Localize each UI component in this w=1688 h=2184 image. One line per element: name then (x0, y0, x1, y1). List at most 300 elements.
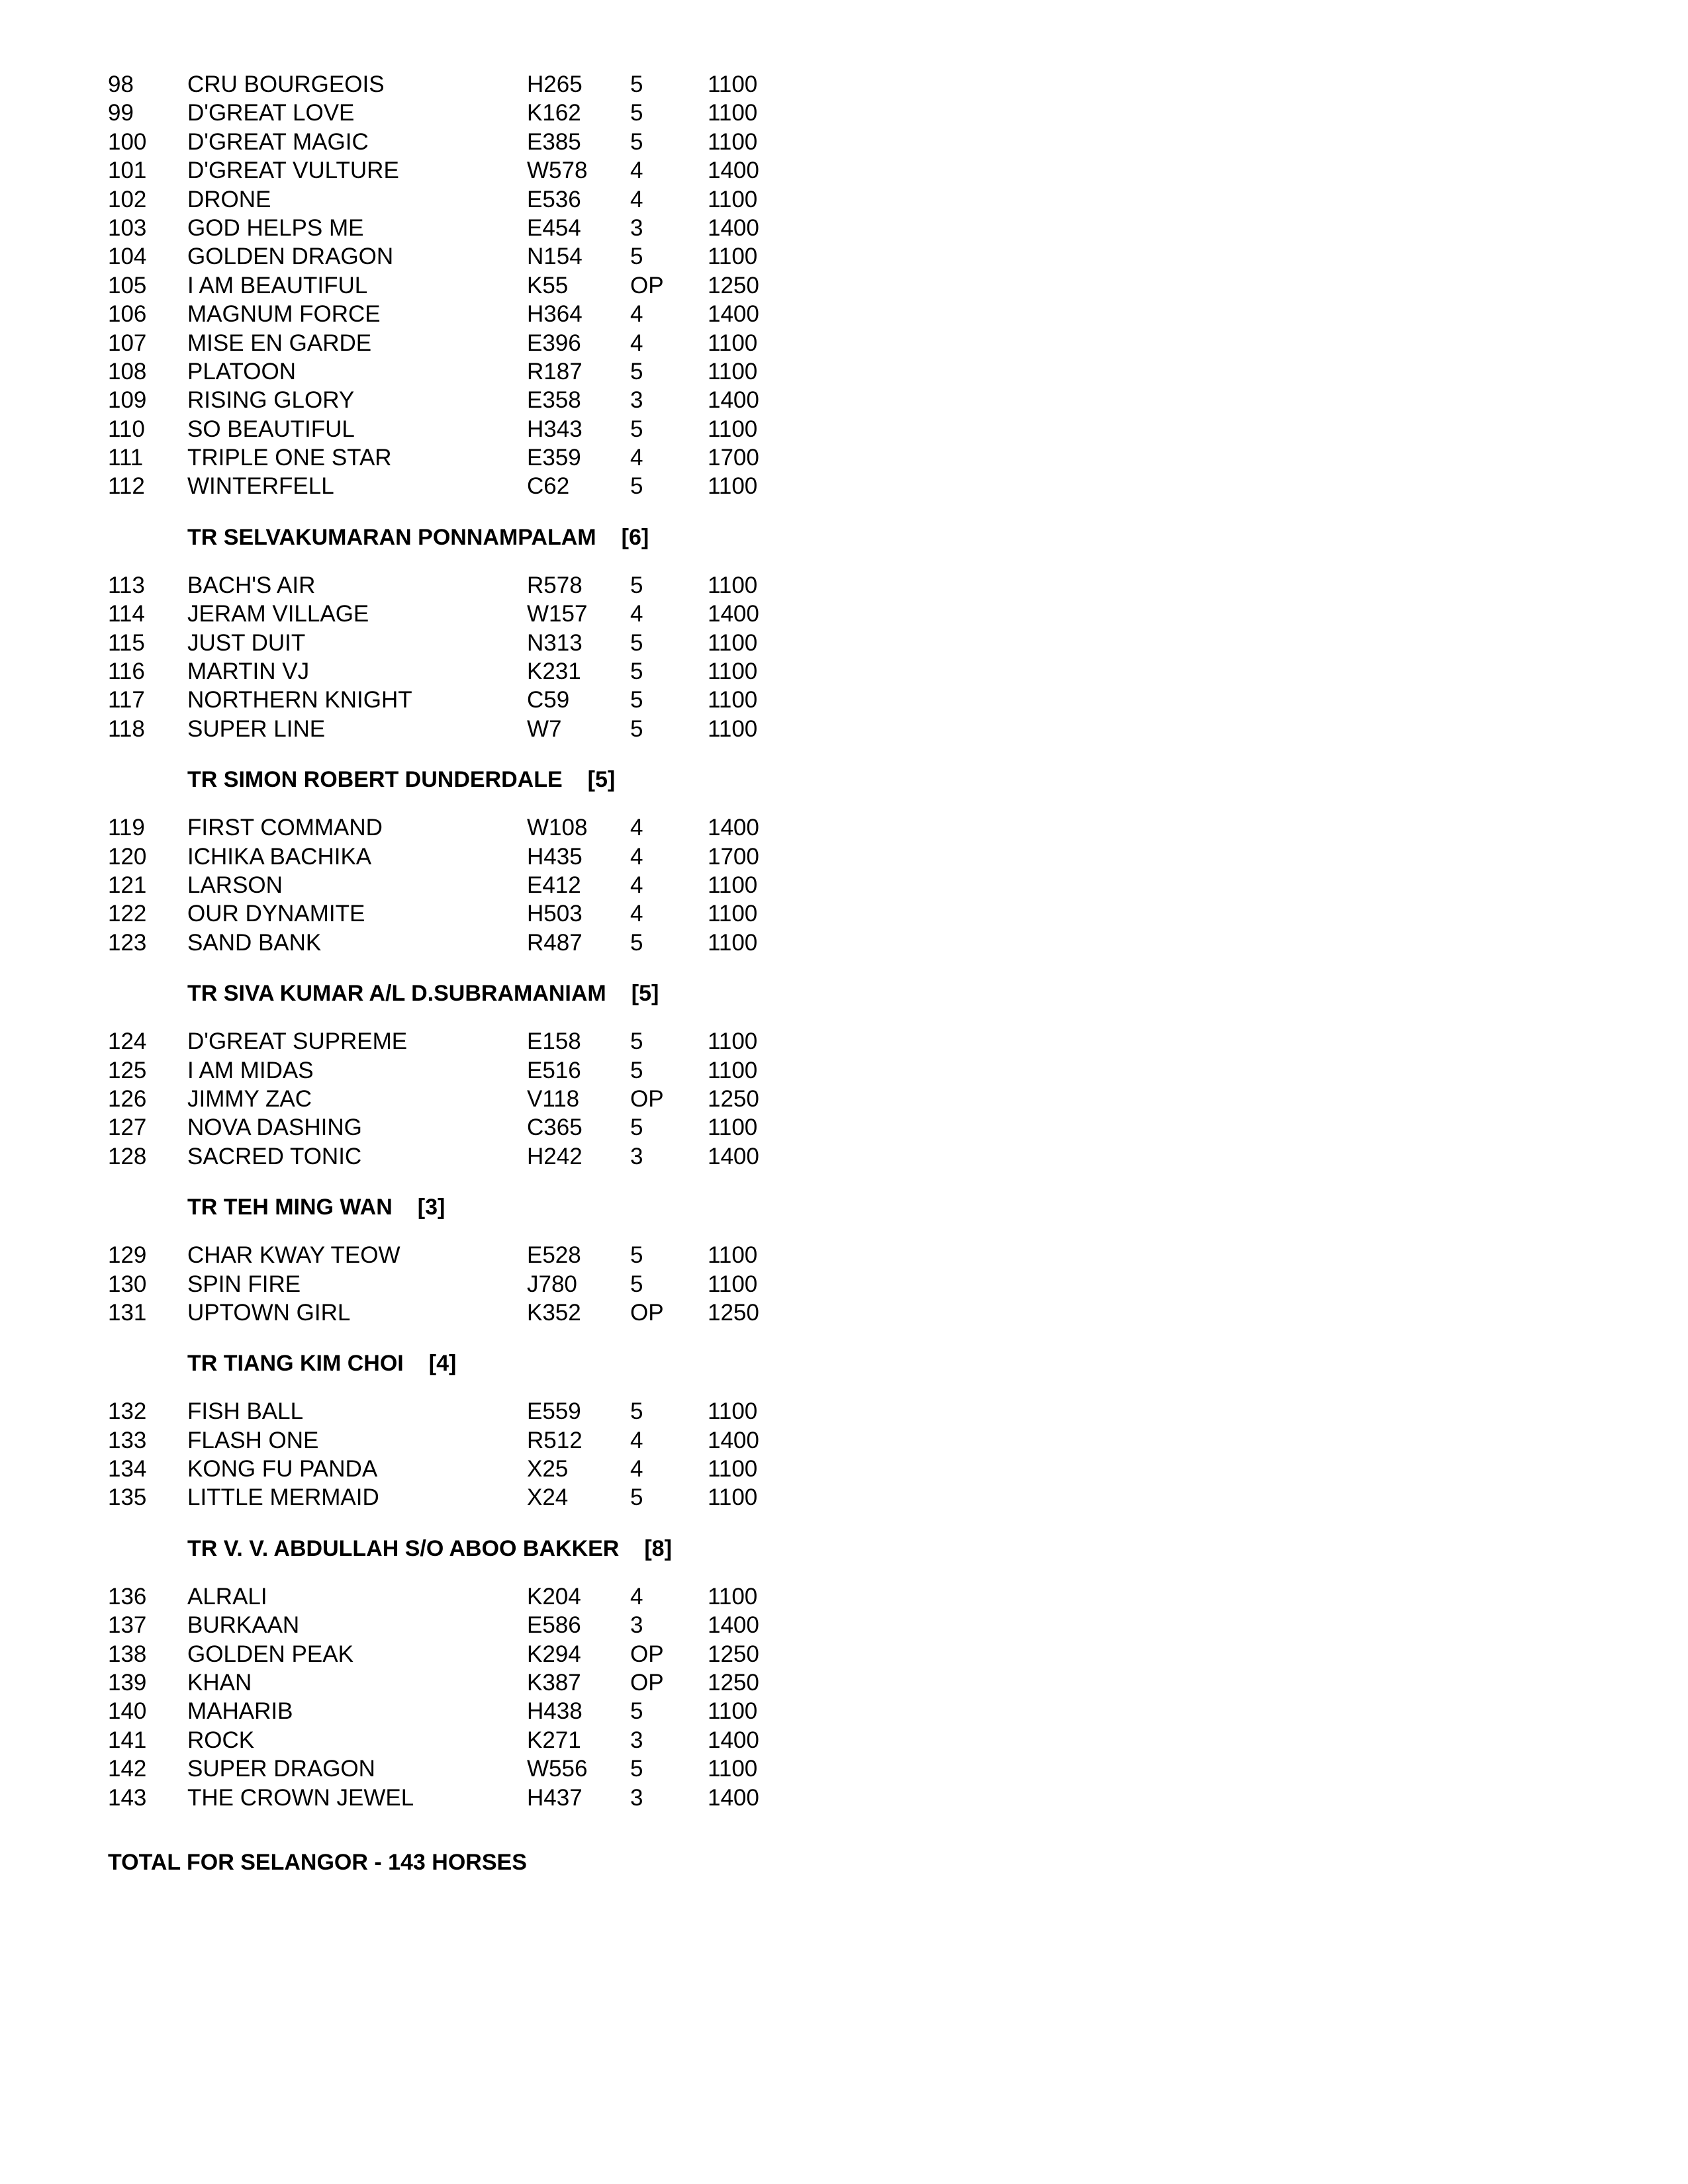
horse-distance: 1100 (708, 901, 758, 927)
horse-name: BURKAAN (187, 1612, 300, 1639)
trainer-name (187, 526, 649, 549)
horse-number: 118 (108, 715, 145, 742)
horse-class: 5 (630, 128, 643, 155)
horse-distance: 1100 (708, 872, 758, 898)
horse-number: 120 (108, 843, 147, 870)
horse-code: E454 (527, 214, 581, 241)
horse-code: K162 (527, 100, 581, 126)
horse-row (108, 657, 1564, 686)
horse-name: MARTIN VJ (187, 659, 310, 685)
horse-class: 5 (630, 1756, 643, 1782)
horse-name: ALRALI (187, 1583, 267, 1610)
horse-code: E559 (527, 1398, 581, 1425)
trainer-name (187, 1537, 672, 1560)
horse-row (108, 1754, 1564, 1783)
horse-name: SUPER LINE (187, 715, 326, 742)
horse-class: 3 (630, 214, 643, 241)
trainer-section (108, 1352, 1564, 1512)
horse-code: W578 (527, 158, 588, 184)
trainer-heading (108, 1537, 1564, 1560)
horse-class: OP (630, 272, 664, 298)
horse-name: SPIN FIRE (187, 1271, 301, 1297)
horse-row (108, 329, 1564, 357)
horse-row (108, 1085, 1564, 1113)
horse-class: 4 (630, 815, 643, 841)
horse-number: 139 (108, 1670, 147, 1696)
horse-row (108, 1426, 1564, 1455)
horse-code: C365 (527, 1115, 583, 1141)
horse-class: 5 (630, 1484, 643, 1511)
horse-name: CRU BOURGEOIS (187, 71, 385, 97)
trainer-name-text: TR TEH MING WAN (187, 1195, 393, 1220)
trainer-heading (108, 982, 1564, 1005)
trainer-name (187, 982, 659, 1005)
horse-number: 136 (108, 1583, 147, 1610)
horse-row (108, 386, 1564, 414)
horse-number: 108 (108, 358, 147, 385)
horse-class: 4 (630, 601, 643, 627)
horse-distance: 1100 (708, 687, 758, 713)
horse-row (108, 1027, 1564, 1056)
horse-number: 142 (108, 1756, 147, 1782)
horse-code: N313 (527, 629, 583, 656)
horse-class: 5 (630, 1698, 643, 1725)
horse-name: ROCK (187, 1727, 255, 1753)
trainer-horse-count: [4] (428, 1351, 457, 1377)
horse-row (108, 214, 1564, 242)
horse-distance: 1100 (708, 71, 758, 97)
horse-distance: 1100 (708, 1057, 758, 1083)
horse-number: 135 (108, 1484, 147, 1511)
horse-name: D'GREAT LOVE (187, 100, 355, 126)
trainer-section (108, 982, 1564, 1171)
horse-name: LITTLE MERMAID (187, 1484, 379, 1511)
horse-code: K387 (527, 1670, 581, 1696)
horse-row (108, 1697, 1564, 1725)
trainer-sections (108, 70, 1564, 1812)
horse-class: 4 (630, 330, 643, 356)
horse-row (108, 242, 1564, 271)
horse-code: E359 (527, 445, 581, 471)
horse-class: 5 (630, 100, 643, 126)
horse-class: 5 (630, 244, 643, 270)
horse-code: J780 (527, 1271, 577, 1297)
horse-code: K271 (527, 1727, 581, 1753)
horse-name: SACRED TONIC (187, 1143, 362, 1169)
horse-number: 115 (108, 629, 145, 656)
horse-code: H437 (527, 1784, 583, 1811)
horse-distance: 1100 (708, 1028, 758, 1055)
horse-number: 132 (108, 1398, 147, 1425)
horse-number: 137 (108, 1612, 147, 1639)
horse-class: 5 (630, 1271, 643, 1297)
horse-distance: 1700 (708, 445, 759, 471)
horse-name: UPTOWN GIRL (187, 1299, 351, 1326)
horse-code: C59 (527, 687, 570, 713)
horse-code: E528 (527, 1242, 581, 1269)
horse-row (108, 1726, 1564, 1754)
horse-code: H503 (527, 901, 583, 927)
horse-class: 4 (630, 1456, 643, 1482)
horse-class: 4 (630, 445, 643, 471)
horse-distance: 1100 (708, 1115, 758, 1141)
horse-code: H242 (527, 1143, 583, 1169)
horse-class: OP (630, 1641, 664, 1667)
trainer-section (108, 70, 1564, 501)
horse-number: 112 (108, 473, 145, 500)
horse-row (108, 472, 1564, 500)
horse-class: 3 (630, 1143, 643, 1169)
horse-number: 116 (108, 659, 145, 685)
horse-name: CHAR KWAY TEOW (187, 1242, 400, 1269)
horse-code: E358 (527, 387, 581, 414)
horse-code: K204 (527, 1583, 581, 1610)
trainer-name-text: TR V. V. ABDULLAH S/O ABOO BAKKER (187, 1535, 620, 1561)
horse-distance: 1100 (708, 1242, 758, 1269)
horse-row (108, 156, 1564, 185)
horse-code: X25 (527, 1456, 569, 1482)
horse-distance: 1250 (708, 1299, 759, 1326)
horse-class: 5 (630, 929, 643, 956)
horse-class: 5 (630, 1028, 643, 1055)
horse-number: 109 (108, 387, 147, 414)
horse-number: 107 (108, 330, 147, 356)
horse-class: 5 (630, 416, 643, 442)
horse-number: 122 (108, 901, 147, 927)
horse-number: 99 (108, 100, 134, 126)
horse-code: H438 (527, 1698, 583, 1725)
horse-row (108, 443, 1564, 472)
horse-distance: 1400 (708, 815, 759, 841)
horse-class: 5 (630, 629, 643, 656)
horse-row (108, 813, 1564, 842)
horse-number: 100 (108, 128, 147, 155)
horse-number: 114 (108, 601, 145, 627)
horse-row (108, 600, 1564, 628)
horse-code: W556 (527, 1756, 588, 1782)
horse-name: DRONE (187, 186, 271, 212)
horse-code: E396 (527, 330, 581, 356)
horse-distance: 1100 (708, 1583, 758, 1610)
horse-distance: 1100 (708, 659, 758, 685)
horse-distance: 1100 (708, 473, 758, 500)
horse-number: 131 (108, 1299, 147, 1326)
horse-distance: 1400 (708, 301, 759, 328)
horse-code: K231 (527, 659, 581, 685)
horse-distance: 1100 (708, 244, 758, 270)
trainer-heading (108, 526, 1564, 549)
horse-row (108, 1640, 1564, 1668)
horse-number: 128 (108, 1143, 147, 1169)
horse-class: 3 (630, 387, 643, 414)
horse-number: 124 (108, 1028, 147, 1055)
horse-name: SAND BANK (187, 929, 322, 956)
horse-distance: 1700 (708, 843, 759, 870)
horse-distance: 1250 (708, 1670, 759, 1696)
trainer-heading (108, 1196, 1564, 1218)
horse-number: 127 (108, 1115, 147, 1141)
horse-code: W157 (527, 601, 588, 627)
horse-number: 140 (108, 1698, 147, 1725)
horse-number: 101 (108, 158, 147, 184)
horse-row (108, 629, 1564, 657)
horse-row (108, 1582, 1564, 1611)
horse-row (108, 842, 1564, 871)
horse-number: 138 (108, 1641, 147, 1667)
horse-row (108, 415, 1564, 443)
horse-distance: 1100 (708, 100, 758, 126)
trainer-name-text: TR TIANG KIM CHOI (187, 1351, 404, 1377)
horse-row (108, 271, 1564, 300)
horse-distance: 1100 (708, 1271, 758, 1297)
horse-class: OP (630, 1299, 664, 1326)
trainer-heading (108, 768, 1564, 791)
horse-number: 102 (108, 186, 147, 212)
horse-name: JIMMY ZAC (187, 1085, 312, 1112)
horse-name: GOLDEN PEAK (187, 1641, 353, 1667)
horse-name: WINTERFELL (187, 473, 334, 500)
horse-code: E516 (527, 1057, 581, 1083)
horse-row (108, 686, 1564, 714)
horse-class: 4 (630, 1427, 643, 1453)
horse-class: 5 (630, 715, 643, 742)
horse-row (108, 871, 1564, 899)
horse-number: 98 (108, 71, 134, 97)
horse-class: 4 (630, 301, 643, 328)
horse-code: H435 (527, 843, 583, 870)
horse-row (108, 1142, 1564, 1171)
horse-row (108, 1611, 1564, 1639)
horse-code: R187 (527, 358, 583, 385)
horse-code: N154 (527, 244, 583, 270)
horse-code: H343 (527, 416, 583, 442)
horse-distance: 1100 (708, 358, 758, 385)
horse-distance: 1250 (708, 1085, 759, 1112)
horse-name: D'GREAT MAGIC (187, 128, 369, 155)
horse-code: H265 (527, 71, 583, 97)
horse-distance: 1400 (708, 601, 759, 627)
horse-number: 119 (108, 815, 145, 841)
horse-class: 5 (630, 1242, 643, 1269)
horse-distance: 1400 (708, 387, 759, 414)
horse-class: 4 (630, 872, 643, 898)
horse-distance: 1400 (708, 158, 759, 184)
horse-row (108, 1056, 1564, 1085)
horse-distance: 1100 (708, 715, 758, 742)
horse-row (108, 1397, 1564, 1426)
horse-row (108, 1298, 1564, 1327)
horse-class: 5 (630, 71, 643, 97)
horse-row (108, 1241, 1564, 1269)
horse-distance: 1100 (708, 416, 758, 442)
horse-class: OP (630, 1085, 664, 1112)
horse-code: W108 (527, 815, 588, 841)
horse-distance: 1100 (708, 1484, 758, 1511)
horse-class: 4 (630, 901, 643, 927)
horse-distance: 1100 (708, 1456, 758, 1482)
horse-code: K294 (527, 1641, 581, 1667)
horse-row (108, 1483, 1564, 1512)
horse-row (108, 1113, 1564, 1142)
horse-number: 103 (108, 214, 147, 241)
horse-name: KHAN (187, 1670, 252, 1696)
horse-row (108, 70, 1564, 99)
horse-name: FLASH ONE (187, 1427, 319, 1453)
horse-name: MAGNUM FORCE (187, 301, 381, 328)
trainer-name (187, 1352, 456, 1375)
horse-distance: 1100 (708, 929, 758, 956)
horse-row (108, 1270, 1564, 1298)
horse-list-document (108, 70, 1564, 1874)
horse-code: K55 (527, 272, 569, 298)
horse-number: 111 (108, 445, 144, 471)
horse-distance: 1100 (708, 330, 758, 356)
horse-code: E158 (527, 1028, 581, 1055)
horse-number: 125 (108, 1057, 147, 1083)
trainer-section (108, 1196, 1564, 1327)
horse-class: 5 (630, 572, 643, 598)
horse-class: 5 (630, 1115, 643, 1141)
horse-class: 5 (630, 687, 643, 713)
horse-name: KONG FU PANDA (187, 1456, 378, 1482)
horse-class: 4 (630, 158, 643, 184)
horse-row (108, 929, 1564, 957)
horse-class: 5 (630, 1398, 643, 1425)
horse-row (108, 185, 1564, 214)
trainer-name (187, 1196, 445, 1218)
horse-code: E385 (527, 128, 581, 155)
horse-number: 110 (108, 416, 145, 442)
horse-number: 113 (108, 572, 145, 598)
horse-class: 3 (630, 1727, 643, 1753)
horse-name: BACH'S AIR (187, 572, 316, 598)
horse-number: 141 (108, 1727, 147, 1753)
total-line: TOTAL FOR SELANGOR - 143 HORSES (108, 1849, 527, 1875)
horse-row (108, 715, 1564, 743)
horse-name: JUST DUIT (187, 629, 306, 656)
horse-name: LARSON (187, 872, 283, 898)
horse-number: 129 (108, 1242, 147, 1269)
horse-name: RISING GLORY (187, 387, 355, 414)
horse-row (108, 1668, 1564, 1697)
horse-row (108, 128, 1564, 156)
horse-distance: 1100 (708, 1398, 758, 1425)
trainer-heading (108, 1352, 1564, 1375)
horse-code: W7 (527, 715, 562, 742)
horse-code: V118 (527, 1085, 580, 1112)
horse-name: I AM MIDAS (187, 1057, 314, 1083)
trainer-name-text: TR SIVA KUMAR A/L D.SUBRAMANIAM (187, 981, 606, 1007)
trainer-section (108, 526, 1564, 743)
horse-code: E536 (527, 186, 581, 212)
trainer-horse-count: [3] (417, 1195, 445, 1220)
horse-name: D'GREAT VULTURE (187, 158, 399, 184)
trainer-name (187, 768, 615, 791)
horse-code: E586 (527, 1612, 581, 1639)
horse-name: GOLDEN DRAGON (187, 244, 394, 270)
trainer-horse-count: [6] (621, 524, 649, 550)
horse-name: FIRST COMMAND (187, 815, 383, 841)
horse-number: 143 (108, 1784, 147, 1811)
horse-code: R512 (527, 1427, 583, 1453)
horse-distance: 1250 (708, 272, 759, 298)
horse-number: 106 (108, 301, 147, 328)
trainer-horse-count: [5] (587, 767, 616, 793)
horse-row (108, 899, 1564, 928)
horse-distance: 1400 (708, 1784, 759, 1811)
trainer-name-text: TR SELVAKUMARAN PONNAMPALAM (187, 524, 596, 550)
horse-distance: 1400 (708, 1612, 759, 1639)
horse-row (108, 357, 1564, 386)
horse-distance: 1100 (708, 128, 758, 155)
horse-name: THE CROWN JEWEL (187, 1784, 414, 1811)
horse-class: 5 (630, 473, 643, 500)
horse-code: R487 (527, 929, 583, 956)
horse-row (108, 99, 1564, 127)
horse-name: OUR DYNAMITE (187, 901, 365, 927)
horse-name: NOVA DASHING (187, 1115, 362, 1141)
horse-name: I AM BEAUTIFUL (187, 272, 368, 298)
trainer-horse-count: [8] (644, 1535, 672, 1561)
horse-class: 5 (630, 1057, 643, 1083)
horse-row (108, 1784, 1564, 1812)
horse-name: MISE EN GARDE (187, 330, 372, 356)
horse-class: 5 (630, 659, 643, 685)
horse-name: D'GREAT SUPREME (187, 1028, 408, 1055)
horse-class: 5 (630, 358, 643, 385)
horse-name: SO BEAUTIFUL (187, 416, 355, 442)
horse-number: 121 (108, 872, 147, 898)
horse-name: SUPER DRAGON (187, 1756, 375, 1782)
horse-name: FISH BALL (187, 1398, 304, 1425)
horse-row (108, 300, 1564, 328)
horse-name: ICHIKA BACHIKA (187, 843, 372, 870)
horse-name: MAHARIB (187, 1698, 293, 1725)
horse-row (108, 1455, 1564, 1483)
horse-name: TRIPLE ONE STAR (187, 445, 392, 471)
horse-distance: 1400 (708, 214, 759, 241)
horse-distance: 1400 (708, 1427, 759, 1453)
horse-distance: 1100 (708, 1756, 758, 1782)
horse-distance: 1100 (708, 1698, 758, 1725)
trainer-section (108, 768, 1564, 957)
horse-class: 3 (630, 1612, 643, 1639)
horse-name: JERAM VILLAGE (187, 601, 369, 627)
horse-name: GOD HELPS ME (187, 214, 364, 241)
horse-distance: 1250 (708, 1641, 759, 1667)
horse-code: X24 (527, 1484, 569, 1511)
horse-class: 3 (630, 1784, 643, 1811)
horse-distance: 1400 (708, 1727, 759, 1753)
horse-row (108, 571, 1564, 600)
horse-code: K352 (527, 1299, 581, 1326)
horse-class: 4 (630, 843, 643, 870)
horse-distance: 1100 (708, 629, 758, 656)
horse-name: PLATOON (187, 358, 297, 385)
horse-number: 117 (108, 687, 145, 713)
horse-number: 123 (108, 929, 147, 956)
horse-code: R578 (527, 572, 583, 598)
horse-class: 4 (630, 1583, 643, 1610)
horse-distance: 1400 (708, 1143, 759, 1169)
horse-number: 130 (108, 1271, 147, 1297)
horse-distance: 1100 (708, 572, 758, 598)
horse-name: NORTHERN KNIGHT (187, 687, 412, 713)
horse-code: H364 (527, 301, 583, 328)
horse-number: 133 (108, 1427, 147, 1453)
horse-code: C62 (527, 473, 570, 500)
trainer-horse-count: [5] (631, 981, 659, 1007)
